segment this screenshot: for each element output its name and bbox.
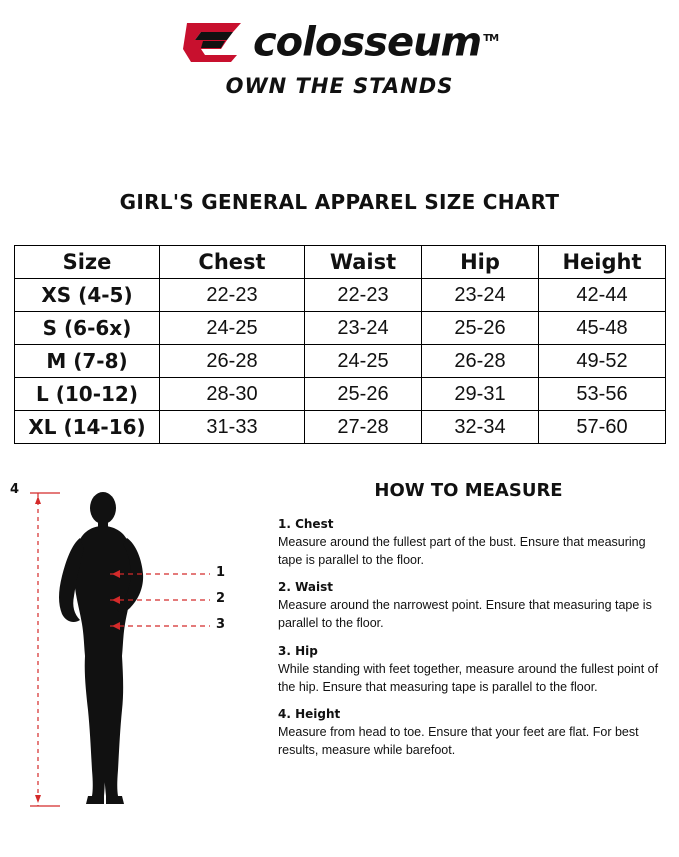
- cell-hip: 26-28: [422, 345, 539, 378]
- cell-waist: 23-24: [305, 312, 422, 345]
- measure-heading: 2. Waist: [278, 580, 333, 595]
- cell-height: 53-56: [539, 378, 666, 411]
- callout-hip-label: 3: [216, 617, 226, 632]
- table-header-row: [15, 246, 666, 279]
- cell-waist: 24-25: [305, 345, 422, 378]
- cell-chest: 31-33: [160, 411, 305, 444]
- measure-item-chest: [278, 517, 669, 569]
- cell-chest: 26-28: [160, 345, 305, 378]
- callout-height-label: 4: [10, 482, 20, 497]
- measure-heading: 4. Height: [278, 706, 341, 721]
- measure-heading: 3. Hip: [278, 643, 318, 658]
- table-row: [15, 345, 666, 378]
- cell-chest: 24-25: [160, 312, 305, 345]
- table-row: [15, 378, 666, 411]
- column-header-height: Height: [539, 246, 666, 279]
- callout-waist-label: 2: [216, 591, 226, 606]
- size-table: [14, 245, 666, 444]
- cell-size: XS (4-5): [15, 279, 160, 312]
- table-row: [15, 279, 666, 312]
- cell-hip: 25-26: [422, 312, 539, 345]
- how-to-measure-title: HOW TO MEASURE: [374, 480, 563, 501]
- column-header-size: Size: [15, 246, 160, 279]
- brand-row: [0, 14, 679, 68]
- callout-chest-label: 1: [216, 565, 226, 580]
- cell-waist: 27-28: [305, 411, 422, 444]
- size-table-wrapper: [14, 245, 665, 444]
- column-header-waist: Waist: [305, 246, 422, 279]
- brand-wordmark: [253, 17, 498, 64]
- measure-item-hip: [278, 644, 669, 696]
- cell-waist: 25-26: [305, 378, 422, 411]
- cell-size: L (10-12): [15, 378, 160, 411]
- cell-chest: 28-30: [160, 378, 305, 411]
- measure-item-waist: [278, 580, 669, 632]
- cell-hip: 23-24: [422, 279, 539, 312]
- page-title: GIRL'S GENERAL APPAREL SIZE CHART: [119, 190, 560, 214]
- cell-height: 45-48: [539, 312, 666, 345]
- brand-tagline: OWN THE STANDS: [225, 74, 454, 98]
- cell-waist: 22-23: [305, 279, 422, 312]
- cell-size: M (7-8): [15, 345, 160, 378]
- colosseum-c-logo-icon: [181, 19, 247, 63]
- measure-text: Measure around the fullest part of the bust. Ensure that measuring tape is parallel to the floor.: [278, 535, 646, 568]
- measure-text: While standing with feet together, measure around the fullest point of the hip. Ensure that measuring tape is parallel to the floor.: [278, 661, 659, 694]
- cell-height: 42-44: [539, 279, 666, 312]
- measure-text: Measure around the narrowest point. Ensure that measuring tape is parallel to the floor.: [278, 598, 652, 631]
- measure-heading: 1. Chest: [278, 517, 334, 531]
- cell-hip: 29-31: [422, 378, 539, 411]
- how-to-measure-panel: [278, 478, 669, 770]
- brand-wordmark-text: colosseum: [252, 19, 482, 66]
- brand-header: [0, 0, 679, 98]
- measurement-diagram: [0, 478, 270, 818]
- cell-chest: 22-23: [160, 279, 305, 312]
- cell-hip: 32-34: [422, 411, 539, 444]
- measure-section: [0, 478, 679, 818]
- table-row: [15, 411, 666, 444]
- cell-height: 57-60: [539, 411, 666, 444]
- table-row: [15, 312, 666, 345]
- column-header-hip: Hip: [422, 246, 539, 279]
- trademark-symbol: TM: [483, 33, 499, 45]
- cell-size: XL (14-16): [15, 411, 160, 444]
- column-header-chest: Chest: [160, 246, 305, 279]
- cell-size: S (6-6x): [15, 312, 160, 345]
- cell-height: 49-52: [539, 345, 666, 378]
- measure-item-height: [278, 707, 669, 759]
- measure-text: Measure from head to toe. Ensure that your feet are flat. For best results, measure while barefoot.: [278, 724, 639, 757]
